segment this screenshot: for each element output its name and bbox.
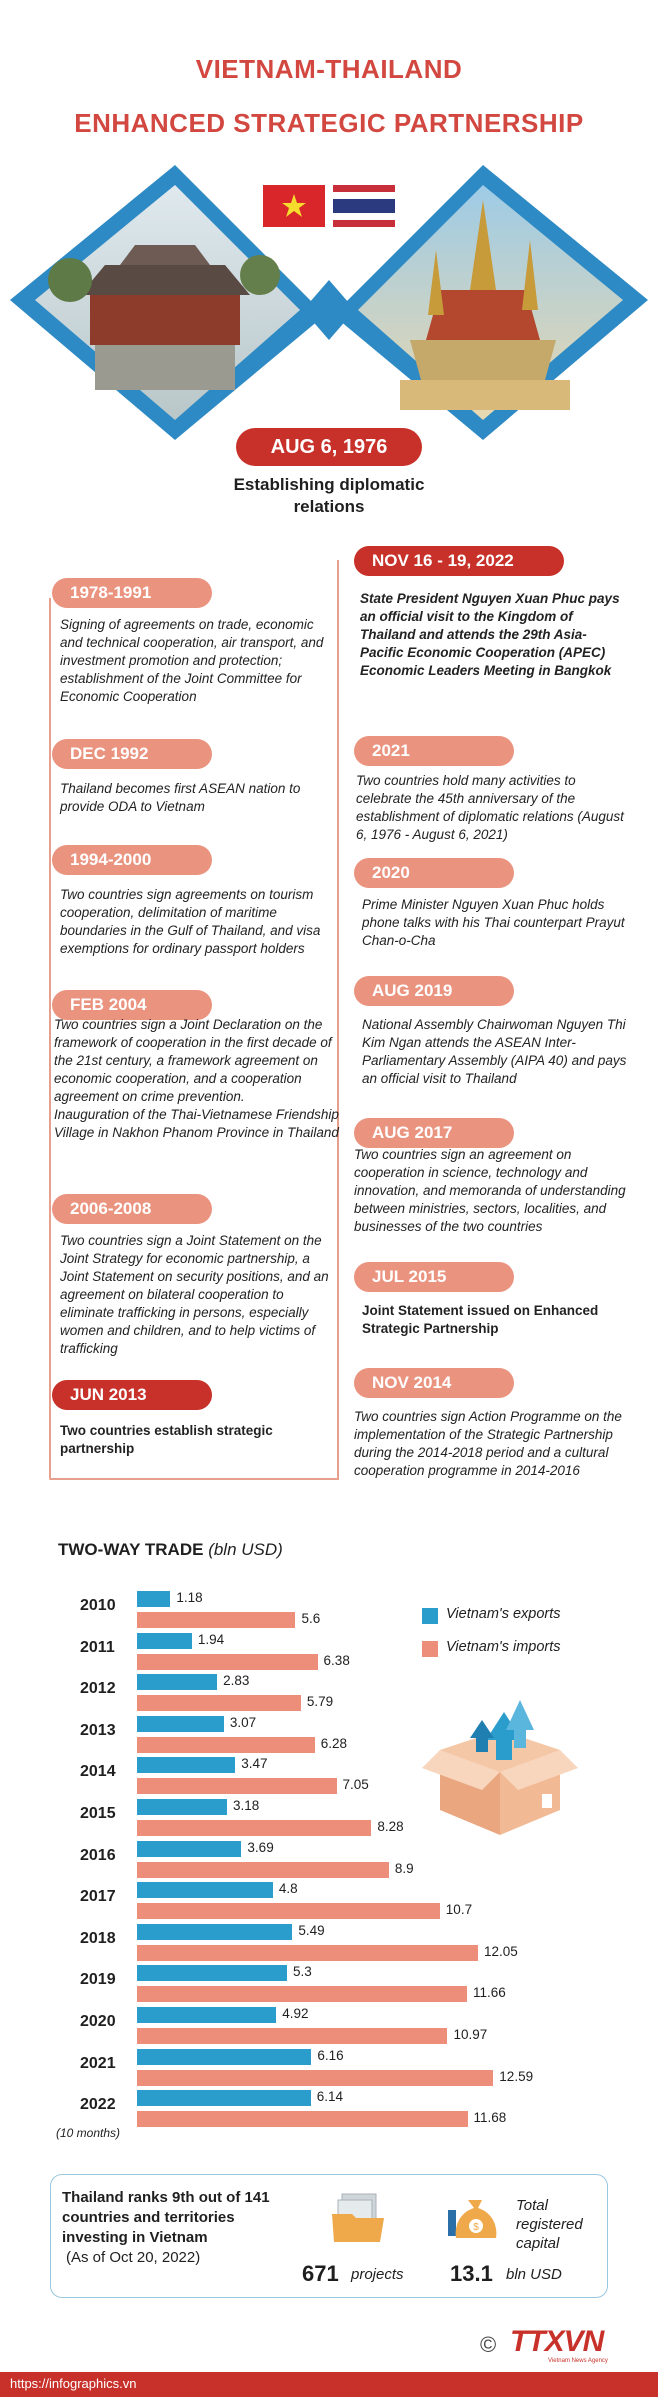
year-label: 2021 xyxy=(80,2054,116,2072)
imports-bar xyxy=(137,1903,440,1919)
timeline-text-jun-2013: Two countries establish strategic partnership xyxy=(60,1423,273,1456)
legend-imports-label: Vietnam's imports xyxy=(446,1639,561,1655)
imports-value-label: 11.68 xyxy=(473,2110,507,2126)
imports-value-label: 10.7 xyxy=(445,1902,473,1918)
timeline-bottom-line xyxy=(49,1478,339,1480)
year-label: 2014 xyxy=(80,1763,116,1781)
timeline-text-nov-2022: State President Nguyen Xuan Phuc pays an official visit to the Kingdom of Thailand and attends the 29th Asia-Pacific Economic Cooperation (APEC) Economic Leaders Meeting in Bangkok xyxy=(360,591,620,678)
exports-value-label: 5.49 xyxy=(298,1922,325,1938)
timeline-text-1978-1991: Signing of agreements on trade, economic and technical cooperation, air transport, and investment promotion and protection; establishment of the Joint Committee for Economic Cooperation xyxy=(60,617,324,704)
imports-value-label: 8.9 xyxy=(394,1860,414,1876)
imports-value-label: 10.97 xyxy=(453,2027,488,2042)
exports-bar xyxy=(137,2007,276,2023)
exports-value-label: 5.3 xyxy=(292,1964,312,1980)
imports-bar xyxy=(137,1654,318,1670)
legend-exports-label: Vietnam's exports xyxy=(446,1606,561,1622)
timeline-text-2021: Two countries hold many activities to celebrate the 45th anniversary of the establishment of diplomatic relations (August 6, 1976 - August 6, 2021) xyxy=(356,773,624,842)
timeline-label-feb-2004: FEB 2004 xyxy=(52,990,212,1020)
hero-illustration xyxy=(0,150,658,450)
imports-bar xyxy=(137,1695,301,1711)
capital-label: Total registered capital xyxy=(516,2197,583,2252)
imports-bar xyxy=(137,2070,493,2086)
exports-value-label: 1.18 xyxy=(176,1590,203,1605)
exports-bar xyxy=(137,1633,192,1649)
imports-bar xyxy=(137,2028,447,2044)
imports-bar xyxy=(137,1778,337,1794)
exports-bar xyxy=(137,1674,217,1690)
timeline-text-nov-2014: Two countries sign Action Programme on the implementation of the Strategic Partnership during the 2014-2018 period and a cultural cooperation programme in 2014-2016 xyxy=(354,1409,622,1478)
capital-unit: bln USD xyxy=(506,2266,562,2283)
year-label: 2022 xyxy=(80,2096,116,2114)
imports-value-label: 12.59 xyxy=(499,2068,534,2084)
exports-value-label: 4.92 xyxy=(282,2006,309,2021)
exports-value-label: 3.07 xyxy=(229,1714,257,1730)
timeline-text-aug-2017: Two countries sign an agreement on cooperation in science, technology and innovation, and memoranda of understanding between ministries, sectors, localities, and businesses of the two countries xyxy=(354,1147,626,1234)
timeline-text-dec-1992: Thailand becomes first ASEAN nation to provide ODA to Vietnam xyxy=(60,781,301,814)
exports-value-label: 2.83 xyxy=(223,1673,250,1689)
exports-bar xyxy=(137,1716,224,1732)
exports-bar xyxy=(137,1757,235,1773)
exports-value-label: 3.18 xyxy=(232,1798,260,1813)
timeline-label-nov-2022: NOV 16 - 19, 2022 xyxy=(354,546,564,576)
timeline-text-2020: Prime Minister Nguyen Xuan Phuc holds phone talks with his Thai counterpart Prayut Chan-o-Cha xyxy=(362,897,625,948)
timeline-label-1994-2000: 1994-2000 xyxy=(52,845,212,875)
imports-bar xyxy=(137,1862,389,1878)
timeline-text-1994-2000: Two countries sign agreements on tourism cooperation, delimitation of maritime boundaries in the Gulf of Thailand, and visa exemptions for ordinary passport holders xyxy=(60,887,321,956)
year-label: 2017 xyxy=(80,1888,116,1906)
exports-value-label: 6.16 xyxy=(317,2047,344,2063)
imports-bar xyxy=(137,1820,371,1836)
folder-icon xyxy=(330,2190,386,2246)
legend-imports-swatch xyxy=(422,1641,438,1657)
exports-bar xyxy=(137,1841,241,1857)
imports-bar xyxy=(137,1612,295,1628)
imports-value-label: 11.66 xyxy=(472,1985,506,2001)
imports-value-label: 6.38 xyxy=(323,1652,350,1668)
exports-value-label: 6.14 xyxy=(316,2089,344,2105)
exports-bar xyxy=(137,1882,273,1898)
exports-bar xyxy=(137,1924,292,1940)
exports-value-label: 1.94 xyxy=(197,1631,225,1647)
timeline-text-jul-2015: Joint Statement issued on Enhanced Strategic Partnership xyxy=(362,1303,599,1336)
timeline-label-2020: 2020 xyxy=(354,858,514,888)
title-line-1: VIETNAM-THAILAND xyxy=(195,54,463,84)
timeline-label-dec-1992: DEC 1992 xyxy=(52,739,212,769)
imports-bar xyxy=(137,1945,478,1961)
year-label: 2013 xyxy=(80,1721,116,1739)
imports-bar xyxy=(137,2111,468,2127)
year-label: 2010 xyxy=(80,1597,116,1614)
origin-text: Establishing diplomatic relations xyxy=(233,475,425,516)
exports-bar xyxy=(137,1965,287,1981)
capital-number: 13.1 xyxy=(450,2261,493,2286)
timeline-label-1978-1991: 1978-1991 xyxy=(52,578,212,608)
exports-bar xyxy=(137,2090,311,2106)
thailand-flag-icon xyxy=(333,185,395,227)
exports-value-label: 3.47 xyxy=(241,1756,268,1772)
copyright-symbol: © xyxy=(480,2332,497,2357)
timeline-label-jun-2013: JUN 2013 xyxy=(52,1380,212,1410)
trade-note-2022: (10 months) xyxy=(56,2126,121,2140)
year-label: 2016 xyxy=(80,1846,116,1864)
exports-bar xyxy=(137,1799,227,1815)
year-label: 2011 xyxy=(80,1638,115,1656)
imports-value-label: 6.28 xyxy=(320,1735,347,1751)
timeline-text-aug-2019: National Assembly Chairwoman Nguyen Thi Kim Ngan attends the ASEAN Inter-Parliamentary Assembly (AIPA 40) and pays an official visit to Thailand xyxy=(362,1017,627,1086)
timeline-left-line xyxy=(49,598,51,1478)
imports-value-label: 12.05 xyxy=(484,1943,518,1959)
imports-value-label: 5.6 xyxy=(301,1611,321,1626)
year-label: 2020 xyxy=(80,2013,116,2030)
timeline-text-feb-2004: Two countries sign a Joint Declaration on the framework of cooperation in the first decade of the 21st century, a framework agreement on economic cooperation, and a cooperation agreement on crime prevention. Inauguration of the Thai-Vietnamese Friendship Village in Nakhon Phanom Province in Thailand xyxy=(54,1017,339,1140)
timeline-label-aug-2017: AUG 2017 xyxy=(354,1118,514,1148)
timeline-label-nov-2014: NOV 2014 xyxy=(354,1368,514,1398)
exports-value-label: 3.69 xyxy=(247,1839,274,1855)
imports-value-label: 8.28 xyxy=(377,1819,404,1834)
year-label: 2019 xyxy=(80,1971,116,1989)
investment-text: Thailand ranks 9th out of 141 countries and territories investing in Vietnam (As of Oct 20, 2022) xyxy=(62,2189,270,2266)
exports-value-label: 4.8 xyxy=(278,1881,298,1897)
trade-title: TWO-WAY TRADE (bln USD) xyxy=(58,1540,283,1559)
timeline-text-2006-2008: Two countries sign a Joint Statement on the Joint Strategy for economic partnership, a Joint Statement on security positions, and an agreement on bilateral cooperation to eliminate trafficking in persons, especially women and children, and to help victims of trafficking xyxy=(60,1233,329,1356)
title-line-2: ENHANCED STRATEGIC PARTNERSHIP xyxy=(74,108,584,138)
year-label: 2012 xyxy=(80,1680,116,1698)
year-label: 2015 xyxy=(80,1805,116,1822)
footer-url-link[interactable]: https://infographics.vn xyxy=(10,2376,137,2391)
legend-exports-swatch xyxy=(422,1608,438,1624)
timeline-label-2006-2008: 2006-2008 xyxy=(52,1194,212,1224)
projects-number: 671 xyxy=(302,2261,339,2286)
timeline-label-jul-2015: JUL 2015 xyxy=(354,1262,514,1292)
money-bag-icon xyxy=(446,2186,504,2244)
year-label: 2018 xyxy=(80,1929,116,1947)
imports-value-label: 5.79 xyxy=(306,1694,334,1710)
ttxvn-logo: TTXVN Vietnam News Agency xyxy=(510,2325,608,2364)
origin-date-pill: AUG 6, 1976 xyxy=(236,428,422,466)
timeline-label-aug-2019: AUG 2019 xyxy=(354,976,514,1006)
imports-bar xyxy=(137,1737,315,1753)
trade-box-icon xyxy=(420,1690,580,1840)
imports-bar xyxy=(137,1986,467,2002)
timeline-label-2021: 2021 xyxy=(354,736,514,766)
projects-unit: projects xyxy=(351,2266,404,2283)
exports-bar xyxy=(137,2049,311,2065)
exports-bar xyxy=(137,1591,170,1607)
imports-value-label: 7.05 xyxy=(342,1777,369,1793)
svg-text:$: $ xyxy=(473,2222,479,2233)
